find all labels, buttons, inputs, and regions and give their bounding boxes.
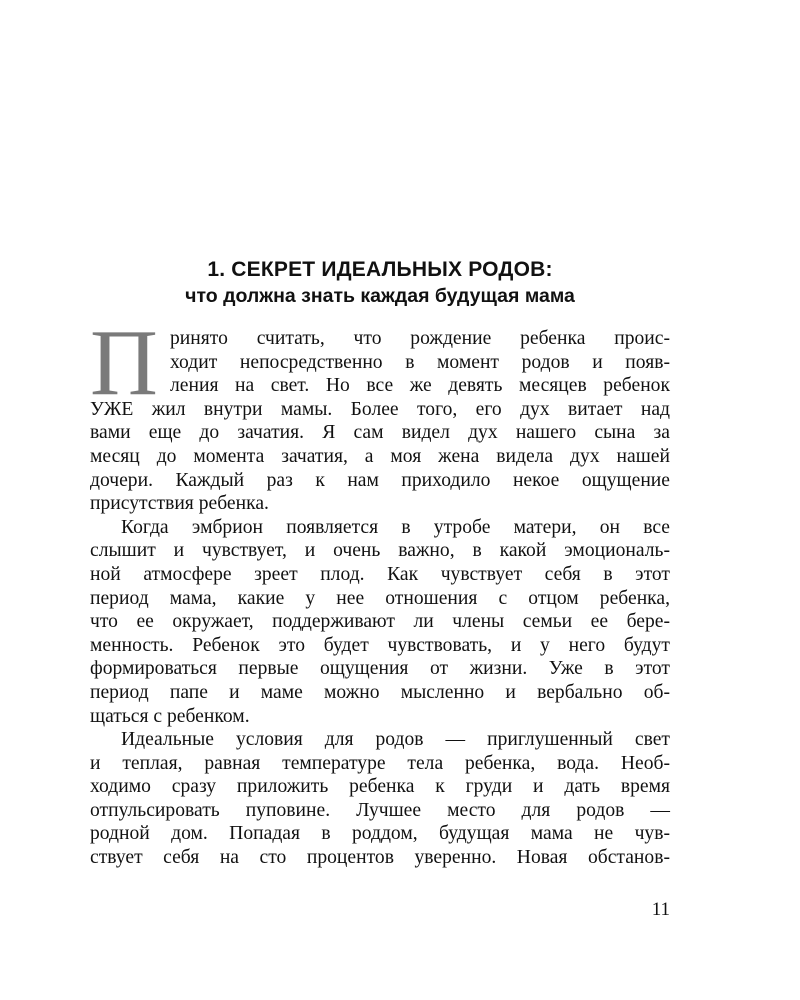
text-line: что ее окружает, поддерживают ли члены семьи ее бере- xyxy=(90,611,670,633)
chapter-subtitle: что должна знать каждая будущая мама xyxy=(185,285,575,307)
text-line: отпульсировать пуповине. Лучшее место для родов — xyxy=(90,799,670,821)
text-line: и теплая, равная температуре тела ребенка, вода. Необ- xyxy=(90,752,670,774)
chapter-title: 1. СЕКРЕТ ИДЕАЛЬНЫХ РОДОВ: xyxy=(207,258,553,281)
body-text xyxy=(90,311,670,870)
text-line: ринято считать, что рождение ребенка проис- xyxy=(170,328,670,349)
page-number: 11 xyxy=(651,899,670,920)
text-line: ной атмосфере зреет плод. Как чувствует себя в этот xyxy=(90,563,670,585)
text-line: ходимо сразу приложить ребенка к груди и дать время xyxy=(90,776,670,798)
text-line: Когда эмбрион появляется в утробе матери, он все xyxy=(121,516,670,538)
text-line: дочери. Каждый раз к нам приходило некое ощущение xyxy=(90,469,670,491)
text-line: месяц до момента зачатия, а моя жена видела дух нашей xyxy=(90,445,670,467)
text-line: слышит и чувствует, и очень важно, в какой эмоциональ- xyxy=(90,540,670,562)
text-line: вами еще до зачатия. Я сам видел дух нашего сына за xyxy=(90,422,670,444)
text-line: УЖЕ жил внутри мамы. Более того, его дух витает над xyxy=(90,398,670,420)
text-line: формироваться первые ощущения от жизни. Уже в этот xyxy=(90,658,670,680)
text-line: Идеальные условия для родов — приглушенный свет xyxy=(121,729,670,751)
drop-cap: П xyxy=(90,311,158,415)
text-line: присутствия ребенка. xyxy=(90,493,269,515)
text-line: период мама, какие у нее отношения с отцом ребенка, xyxy=(90,587,670,609)
text-line: ходит непосредственно в момент родов и появ- xyxy=(170,351,670,373)
text-line: менность. Ребенок это будет чувствовать, и у него будут xyxy=(90,634,670,656)
text-line: родной дом. Попадая в роддом, будущая мама не чув- xyxy=(90,823,670,845)
text-line: ления на свет. Но все же девять месяцев ребенок xyxy=(170,375,670,397)
text-line: период папе и маме можно мысленно и вербально об- xyxy=(90,681,670,703)
text-line: щаться с ребенком. xyxy=(90,705,250,727)
text-line: ствует себя на сто процентов уверенно. Новая обстанов- xyxy=(90,847,670,869)
